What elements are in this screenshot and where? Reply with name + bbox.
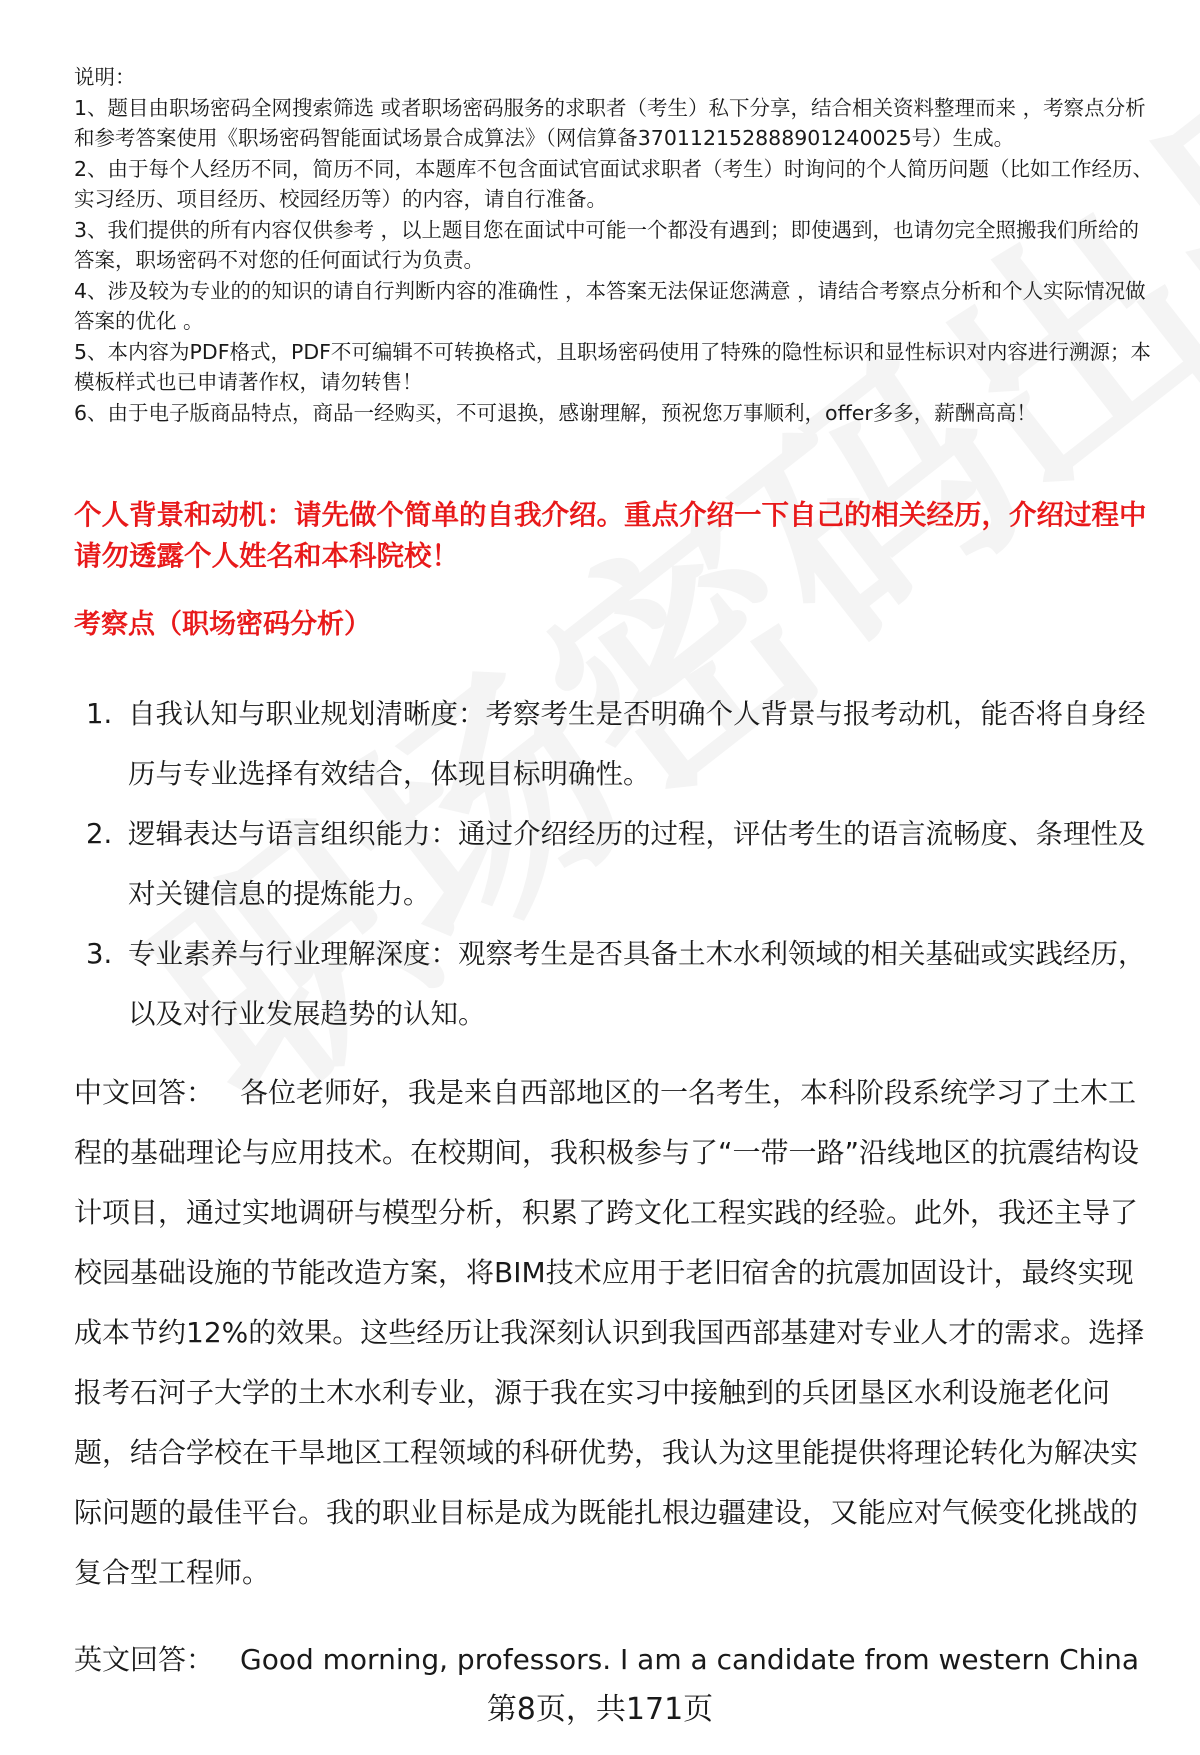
notes-title: 说明： <box>74 65 136 89</box>
note-item: 1、题目由职场密码全网搜索筛选 或者职场密码服务的求职者（考生）私下分享，结合相关资料整理而来 ，考察点分析和参考答案使用《职场密码智能面试场景合成算法》（网信算备370112152888901240025号）生成。 <box>74 95 1146 150</box>
english-answer-label: 英文回答： <box>74 1643 215 1676</box>
point-number: 3. <box>86 938 113 970</box>
page-number: 第8页，共171页 <box>486 1692 714 1727</box>
chinese-answer-text: 各位老师好，我是来自西部地区的一名考生，本科阶段系统学习了土木工程的基础理论与应用技术。在校期间，我积极参与了“一带一路”沿线地区的抗震结构设计项目，通过实地调研与模型分析，积累了跨文化工程实践的经验。此外，我还主导了校园基础设施的节能改造方案，将BIM技术应用于老旧宿舍的抗震加固设计，最终实现成本节约12%的效果。这些经历让我深刻认识到我国西部基建对专业人才的需求。选择报考石河子大学的土木水利专业，源于我在实习中接触到的兵团垦区水利设施老化问题，结合学校在干旱地区工程领域的科研优势，我认为这里能提供将理论转化为解决实际问题的最佳平台。我的职业目标是成为既能扎根边疆建设，又能应对气候变化挑战的复合型工程师。 <box>74 1076 1145 1589</box>
note-item: 3、我们提供的所有内容仅供参考 ，以上题目您在面试中可能一个都没有遇到；即使遇到，也请勿完全照搬我们所给的答案，职场密码不对您的任何面试行为负责。 <box>74 217 1140 272</box>
chinese-answer-label: 中文回答： <box>74 1076 215 1109</box>
point-number: 1. <box>86 698 113 730</box>
disclaimer-notes <box>74 62 1156 428</box>
point-text: 专业素养与行业理解深度：观察考生是否具备土木水利领域的相关基础或实践经历，以及对行业发展趋势的认知。 <box>128 938 1146 1030</box>
note-item: 2、由于每个人经历不同，简历不同，本题库不包含面试官面试求职者（考生）时询问的个人简历问题（比如工作经历、实习经历、项目经历、校园经历等）的内容，请自行准备。 <box>74 156 1154 211</box>
analysis-point <box>74 804 1156 924</box>
english-answer-text: Good morning, professors. I am a candidate from western China <box>240 1643 1140 1676</box>
chinese-answer <box>74 1063 1156 1603</box>
point-text: 自我认知与职业规划清晰度：考察考生是否明确个人背景与报考动机，能否将自身经历与专业选择有效结合，体现目标明确性。 <box>128 698 1146 790</box>
analysis-title: 考察点（职场密码分析） <box>74 609 371 640</box>
note-item: 6、由于电子版商品特点，商品一经购买，不可退换，感谢理解，预祝您万事顺利，offer多多，薪酬高高！ <box>74 400 1037 425</box>
note-item: 4、涉及较为专业的的知识的请自行判断内容的准确性 ，本答案无法保证您满意 ，请结合考察点分析和个人实际情况做答案的优化 。 <box>74 278 1146 333</box>
analysis-point <box>74 684 1156 804</box>
question-heading: 个人背景和动机：请先做个简单的自我介绍。重点介绍一下自己的相关经历，介绍过程中请勿透露个人姓名和本科院校！ <box>74 499 1147 572</box>
analysis-point <box>74 924 1156 1044</box>
english-answer <box>74 1630 1156 1690</box>
point-text: 逻辑表达与语言组织能力：通过介绍经历的过程，评估考生的语言流畅度、条理性及对关键信息的提炼能力。 <box>128 818 1146 910</box>
note-item: 5、本内容为PDF格式，PDF不可编辑不可转换格式，且职场密码使用了特殊的隐性标识和显性标识对内容进行溯源；本模板样式也已申请著作权，请勿转售！ <box>74 339 1151 394</box>
analysis-points-list <box>74 684 1156 1044</box>
point-number: 2. <box>86 818 113 850</box>
